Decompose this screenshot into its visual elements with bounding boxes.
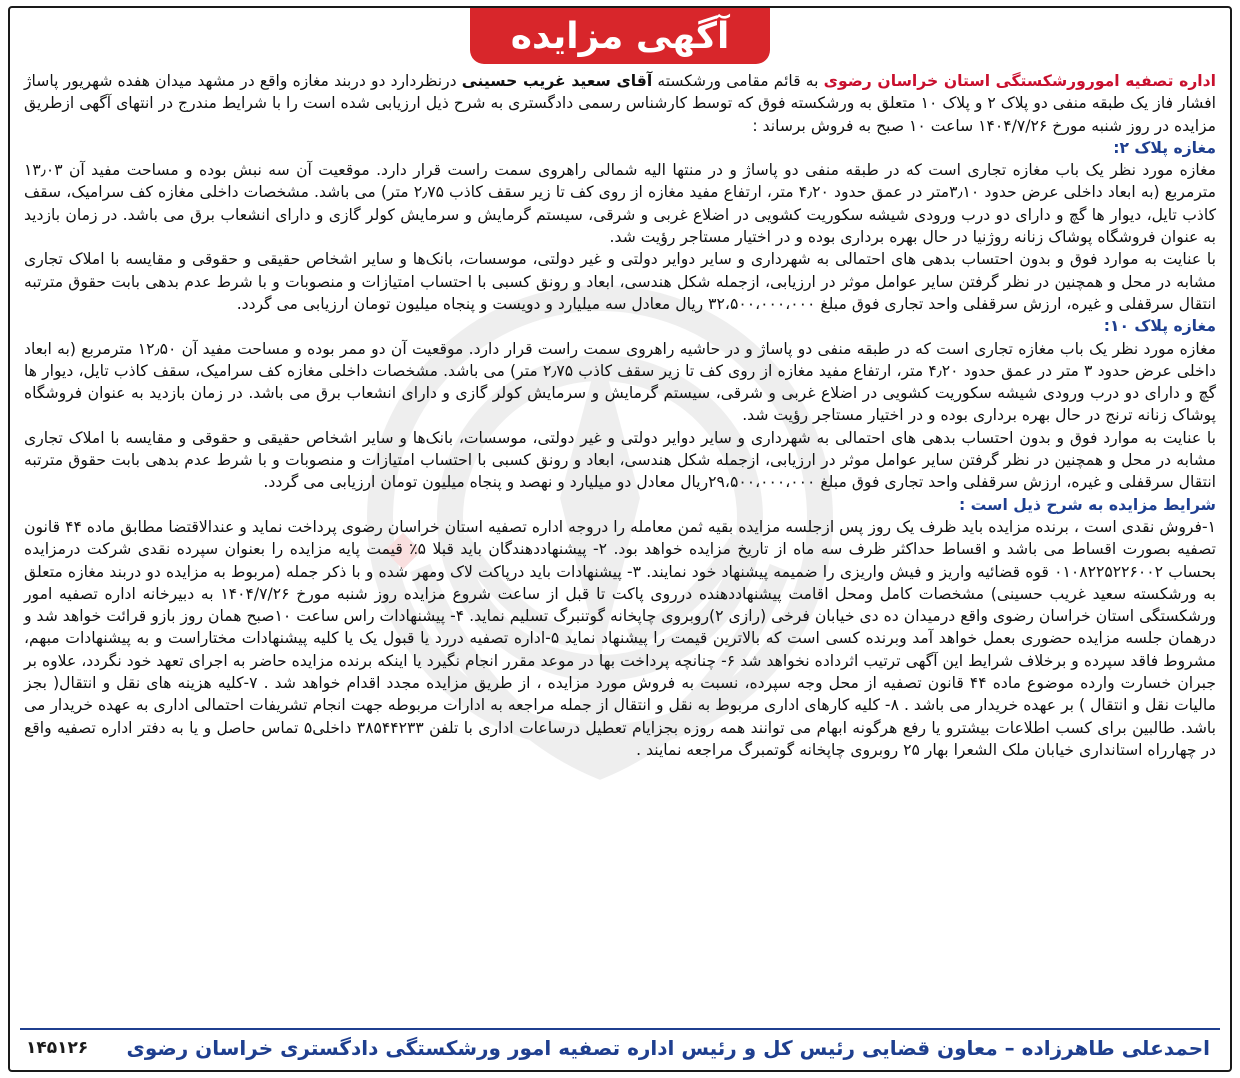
intro-text-a: به قائم مقامی ورشکسته xyxy=(652,72,824,90)
bankrupt-name: آقای سعید غریب حسینی xyxy=(461,72,653,90)
conditions-text: ۱-فروش نقدی است ، برنده مزایده باید ظرف یک روز پس ازجلسه مزایده بقیه ثمن معامله را دروجه اداره تصفیه استان خراسان رضوی پرداخت نماید و عندالاقتضا مطابق ماده ۴۴ قانون تصفیه بصورت اقساط می باشد و اقساط حداکثر ظرف سه ماه از تاریخ مزایده خواهد بود. ۲- پیشنهاددهندگان باید قبلا ۵٪ قیمت پایه مزایده را بعنوان سپرده نقدی شرکت درمزایده بحساب ۰۱۰۸۲۲۵۲۲۶۰۰۲ قوه قضائیه واریز و فیش واریزی را ضمیمه پیشنهاد خود نمایند. ۳- پیشنهادات باید درپاکت لاک ومهر شده و با ذکر جمله (مربوط به مزایده دو دربند مغازه متعلق به ورشکسته سعید غریب حسینی) مشخصات کامل ومحل اقامت پیشنهاددهنده درروی پاکت تا قبل از ساعت شروع مزایده روز شنبه مورخ ۱۴۰۴/۷/۲۶ به دبیرخانه اداره تصفیه امور ورشکستگی استان خراسان رضوی واقع درمیدان ده دی خیابان فرخی (رازی ۲)روبروی چاپخانه گوتنبرگ تسلیم نماید. ۴- پیشنهادات راس ساعت ۱۰صبح همان روز بازو قرائت خواهد شد و درهمان جلسه مزایده حضوری بعمل خواهد آمد وبرنده کسی است که بالاترین قیمت را پیشنهاد نماید ۵-اداره تصفیه دررد یا قبول یک یا کلیه پیشنهادات مختاراست و به پیشنهادات مبهم، مشروط فاقد سپرده و برخلاف شرایط این آگهی ترتیب اثرداده نخواهد شد ۶- چنانچه پرداخت بها در موعد مقرر انجام نگیرد یا اینکه برنده مزایده حاضر به اجرای تعهد خود نگردد، علاوه بر جبران خسارت وارده موضوع ماده ۴۴ قانون تصفیه از محل وجه سپرده، نسبت به فروش مورد مزایده ، از طریق مزایده مجدد اقدام خواهد شد . ۷-کلیه هزینه های نقل و انتقال( بجز مالیات نقل و انتقال ) بر عهده خریدار می باشد . ۸- کلیه کارهای اداری مربوط به نقل و انتقال از جمله مراجعه به ادارات مربوطه جهت انجام تشریفات احتمالی اداری به عهده خریدار می باشد. طالبین برای کسب اطلاعات بیشترو یا رفع هرگونه ابهام می توانند همه روزه بجزایام تعطیل درساعات اداری با تلفن ۳۸۵۴۴۲۳۳ داخلی۵ تماس حاصل و یا به دفتر اداره تصفیه واقع در چهارراه استانداری خیابان ملک الشعرا بهار ۲۵ روبروی چاپخانه گوتمبرگ مراجعه نمایند . xyxy=(24,517,1217,759)
footer-divider xyxy=(20,1028,1220,1030)
shop2-heading: مغازه پلاک ۲: xyxy=(1113,138,1216,157)
conditions-heading: شرایط مزایده به شرح ذیل است : xyxy=(958,495,1216,514)
shop2-description: مغازه مورد نظر یک باب مغازه تجاری است که در طبقه منفی دو پاساژ و در منتها الیه شمالی راهروی سمت راست قرار دارد. موقعیت آن سه نبش بوده و مساحت مفید آن ۱۳٫۰۳ مترمربع (به ابعاد داخلی عرض حدود ۳٫۱۰متر در عمق حدود ۴٫۲۰ متر، ارتفاع مفید مغازه از روی کف تا زیر سقف کاذب ۲٫۷۵ متر) می باشد. مشخصات داخلی مغازه کف سرامیک، سقف کاذب تایل، دیوار ها گچ و دارای دو درب ورودی شیشه سکوریت کشویی در اضلاع غربی و شرقی، سیستم گرمایش و سرمایش کولر گازی و دارای انشعاب برق می باشد. در زمان بازدید به عنوان فروشگاه پوشاک زنانه روژنیا در حال بهره برداری بوده و در اختیار مستاجر رؤیت شد. xyxy=(24,161,1216,247)
page-title: آگهی مزایده xyxy=(510,15,730,57)
signature: احمدعلی طاهرزاده – معاون قضایی رئیس کل و رئیس اداره تصفیه امور ورشکستگی دادگستری خراسان رضوی xyxy=(126,1036,1210,1060)
title-box xyxy=(470,8,770,64)
footer xyxy=(10,1026,1230,1070)
shop10-heading: مغازه پلاک ۱۰: xyxy=(1103,317,1216,336)
shop10-description: مغازه مورد نظر یک باب مغازه تجاری است که در طبقه منفی دو پاساژ و در حاشیه راهروی سمت راست قرار دارد. موقعیت آن دو ممر بوده و مساحت مفید آن ۱۲٫۵۰ مترمربع (به ابعاد داخلی عرض حدود ۳ متر در عمق حدود ۴٫۲۰ متر، ارتفاع مفید مغازه از روی کف تا زیر سقف کاذب ۲٫۷۵ متر) می باشد. مشخصات داخلی مغازه کف سرامیک، سقف کاذب تایل، دیوار ها گچ و دارای دو درب ورودی شیشه سکوریت کشویی در اضلاع غربی و شرقی، سیستم گرمایش و سرمایش کولر گازی و دارای انشعاب برق می باشد. در زمان بازدید به عنوان فروشگاه پوشاک زنانه ترنج در حال بهره برداری بوده و در اختیار مستاجر رؤیت شد. xyxy=(24,339,1217,425)
intro-paragraph xyxy=(24,70,1216,137)
intro-organization: اداره تصفیه امورورشکستگی استان خراسان رضوی xyxy=(823,72,1217,90)
intro-text-b: درنظردارد دو دربند مغازه واقع در مشهد میدان هفده شهریور پاساژ افشار فاز یک طبقه منفی دو پلاک ۲ و پلاک ۱۰ متعلق به ورشکسته فوق که توسط کارشناس رسمی دادگستری به شرح ذیل ارزیابی شده است را با شرایط مندرج در انتهای آگهی ازطریق مزایده در روز شنبه مورخ ۱۴۰۴/۷/۲۶ ساعت ۱۰ صبح به فروش برساند : xyxy=(24,72,1216,135)
shop10-valuation: با عنایت به موارد فوق و بدون احتساب بدهی های احتمالی به شهرداری و سایر دوایر دولتی و غیر دولتی، موسسات، بانک‌ها و سایر اشخاص حقیقی و حقوقی و مقایسه با املاک تجاری مشابه در محل و همچنین در نظر گرفتن سایر عوامل موثر در ارزیابی، ازجمله شکل هندسی، ابعاد و رونق کسبی با احتساب امتیازات و منصوبات و با شرط عدم بدهی بابت حقوق مترتبه انتقال سرقفلی و غیره، ارزش سرقفلی واحد تجاری فوق مبلغ ۲۹،۵۰۰،۰۰۰،۰۰۰ریال معادل دو میلیارد و نهصد و پنجاه میلیون تومان ارزیابی می گردد. xyxy=(24,428,1216,492)
shop2-valuation: با عنایت به موارد فوق و بدون احتساب بدهی های احتمالی به شهرداری و سایر دوایر دولتی و غیر دولتی، موسسات، بانک‌ها و سایر اشخاص حقیقی و حقوقی و مقایسه با املاک تجاری مشابه در محل و همچنین در نظر گرفتن سایر عوامل موثر در ارزیابی، ازجمله شکل هندسی، ابعاد و رونق کسبی با احتساب امتیازات و منصوبات و با شرط عدم بدهی بابت حقوق مترتبه انتقال سرقفلی و غیره، ارزش سرقفلی واحد تجاری فوق مبلغ ۳۲،۵۰۰،۰۰۰،۰۰۰ ریال معادل سه میلیارد و دویست و پنجاه میلیون تومان ارزیابی می گردد. xyxy=(24,250,1216,313)
notice-body xyxy=(24,70,1216,761)
title-banner xyxy=(10,8,1230,66)
ad-code: ۱۴۵۱۲۶ xyxy=(26,1038,89,1058)
auction-notice xyxy=(8,6,1232,1072)
